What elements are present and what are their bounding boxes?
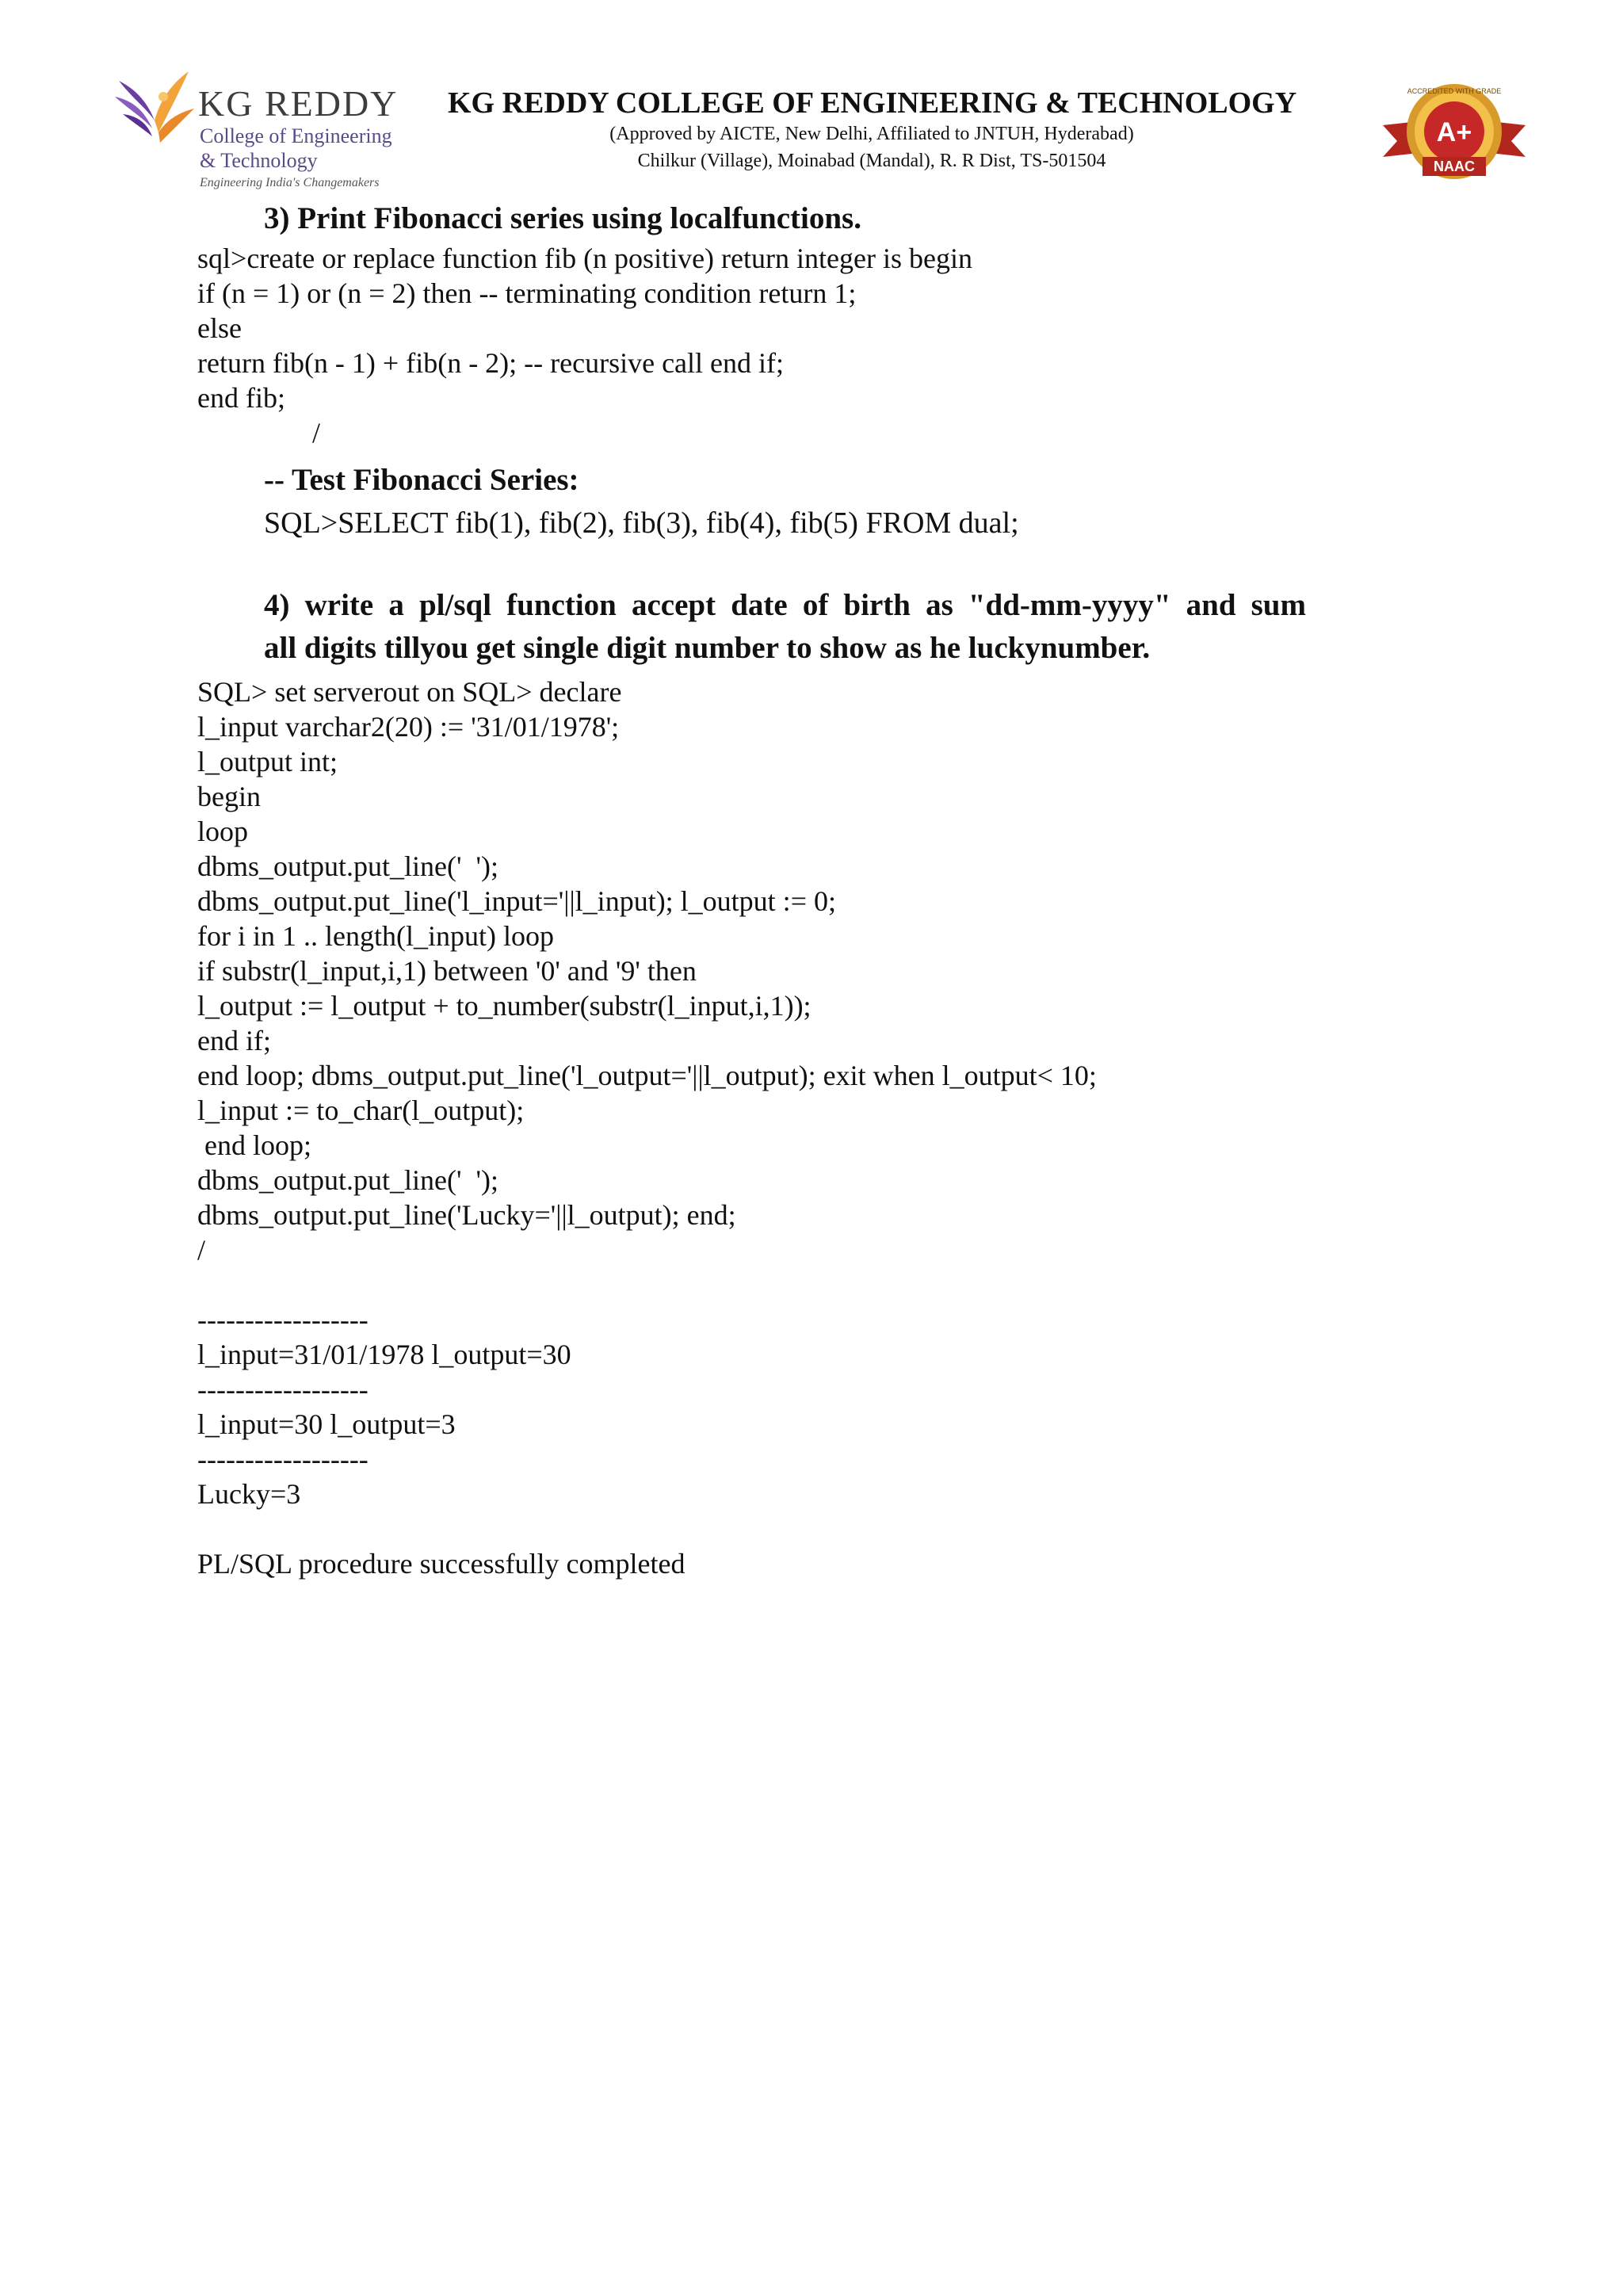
eagle-logo-icon xyxy=(111,65,198,152)
logo-subtitle: & Technology xyxy=(200,149,318,172)
section-heading: 4) write a pl/sql function accept date of birth as "dd-mm-yyyy" and sum xyxy=(264,588,1306,622)
code-line: for i in 1 .. length(l_input) loop xyxy=(197,920,554,952)
page-header xyxy=(0,0,1623,198)
output-line: ------------------ xyxy=(197,1373,369,1405)
code-line: return fib(n - 1) + fib(n - 2); -- recursive call end if; xyxy=(197,347,785,379)
code-line: end if; xyxy=(197,1025,271,1056)
badge-label: NAAC xyxy=(1434,159,1475,174)
code-line: dbms_output.put_line(' '); xyxy=(197,850,498,882)
output-line: l_input=30 l_output=3 xyxy=(197,1408,456,1440)
badge-grade: A+ xyxy=(1436,117,1472,147)
code-line: l_input varchar2(20) := '31/01/1978'; xyxy=(197,711,620,743)
output-line: l_input=31/01/1978 l_output=30 xyxy=(197,1339,571,1370)
logo-subtitle: College of Engineering xyxy=(200,124,392,147)
code-line: l_output := l_output + to_number(substr(l_input,i,1)); xyxy=(197,990,812,1022)
output-line: ------------------ xyxy=(197,1304,369,1335)
section-heading: 3) Print Fibonacci series using localfunctions. xyxy=(264,201,861,235)
code-line: / xyxy=(312,417,321,449)
test-query: SQL>SELECT fib(1), fib(2), fib(3), fib(4), fib(5) FROM dual; xyxy=(264,506,1019,540)
output-line: ------------------ xyxy=(197,1443,369,1475)
code-line: dbms_output.put_line('Lucky='||l_output); end; xyxy=(197,1199,736,1231)
badge-ring-text: ACCREDITED WITH GRADE xyxy=(1407,87,1502,95)
code-line: dbms_output.put_line('l_input='||l_input); l_output := 0; xyxy=(197,885,836,917)
section-heading: all digits tillyou get single digit number to show as he luckynumber. xyxy=(264,631,1151,665)
code-line: loop xyxy=(197,816,249,847)
code-line: if substr(l_input,i,1) between '0' and '9' then xyxy=(197,955,697,987)
code-line: l_input := to_char(l_output); xyxy=(197,1095,525,1126)
code-line: sql>create or replace function fib (n positive) return integer is begin xyxy=(197,243,972,274)
code-line: l_output int; xyxy=(197,746,338,777)
logo-name: KG REDDY xyxy=(198,83,399,124)
code-line: SQL> set serverout on SQL> declare xyxy=(197,676,622,708)
naac-badge-icon xyxy=(1375,78,1533,193)
code-line: else xyxy=(197,312,242,344)
code-line: end loop; xyxy=(197,1129,311,1161)
code-line: dbms_output.put_line(' '); xyxy=(197,1164,498,1196)
code-line: end fib; xyxy=(197,382,285,414)
college-approval: (Approved by AICTE, New Delhi, Affiliated to JNTUH, Hyderabad) xyxy=(609,124,1134,144)
output-line: Lucky=3 xyxy=(197,1478,301,1510)
code-line: begin xyxy=(197,781,261,812)
code-line: / xyxy=(197,1234,206,1266)
college-title: KG REDDY COLLEGE OF ENGINEERING & TECHNOLOGY xyxy=(448,86,1297,120)
college-address: Chilkur (Village), Moinabad (Mandal), R. R Dist, TS-501504 xyxy=(637,151,1106,171)
completion-message: PL/SQL procedure successfully completed xyxy=(197,1548,685,1580)
code-line: end loop; dbms_output.put_line('l_output='||l_output); exit when l_output< 10; xyxy=(197,1060,1097,1091)
logo-tagline: Engineering India's Changemakers xyxy=(200,176,380,189)
college-logo xyxy=(111,65,412,192)
code-line: if (n = 1) or (n = 2) then -- terminating condition return 1; xyxy=(197,277,857,309)
test-heading: -- Test Fibonacci Series: xyxy=(264,463,579,497)
